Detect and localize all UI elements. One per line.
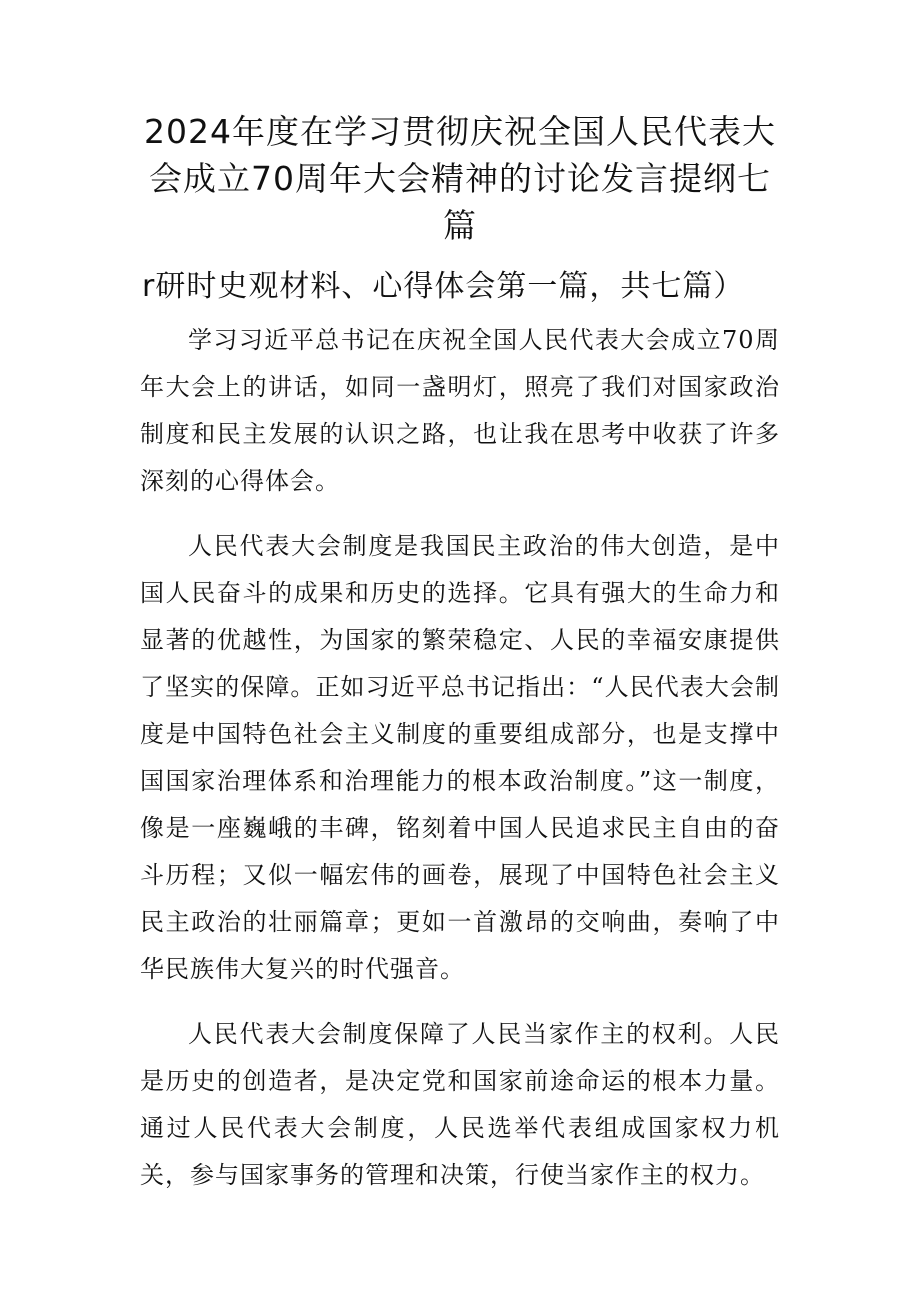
body-paragraph-2: 人民代表大会制度是我国民主政治的伟大创造，是中国人民奋斗的成果和历史的选择。它具有强大的生命力和显著的优越性，为国家的繁荣稳定、人民的幸福安康提供了坚实的保障。正如习近平总书记指出：“人民代表大会制度是中国特色社会主义制度的重要组成部分，也是支撑中国国家治理体系和治理能力的根本政治制度。”这一制度，像是一座巍峨的丰碑，铭刻着中国人民追求民主自由的奋斗历程；又似一幅宏伟的画卷，展现了中国特色社会主义民主政治的壮丽篇章；更如一首激昂的交响曲，奏响了中华民族伟大复兴的时代强音。	[140, 532, 780, 983]
document-title: 2024年度在学习贯彻庆祝全国人民代表大会成立70周年大会精神的讨论发言提纲七篇	[144, 112, 776, 245]
document-subtitle: r研时史观材料、心得体会第一篇，共七篇）	[142, 269, 745, 304]
body-paragraph-1: 学习习近平总书记在庆祝全国人民代表大会成立70周年大会上的讲话，如同一盏明灯，照亮了我们对国家政治制度和民主发展的认识之路，也让我在思考中收获了许多深刻的心得体会。	[140, 326, 780, 495]
document-body	[140, 317, 780, 1199]
body-paragraph-3: 人民代表大会制度保障了人民当家作主的权利。人民是历史的创造者，是决定党和国家前途命运的根本力量。通过人民代表大会制度，人民选举代表组成国家权力机关，参与国家事务的管理和决策，行使当家作主的权力。	[140, 1020, 780, 1189]
